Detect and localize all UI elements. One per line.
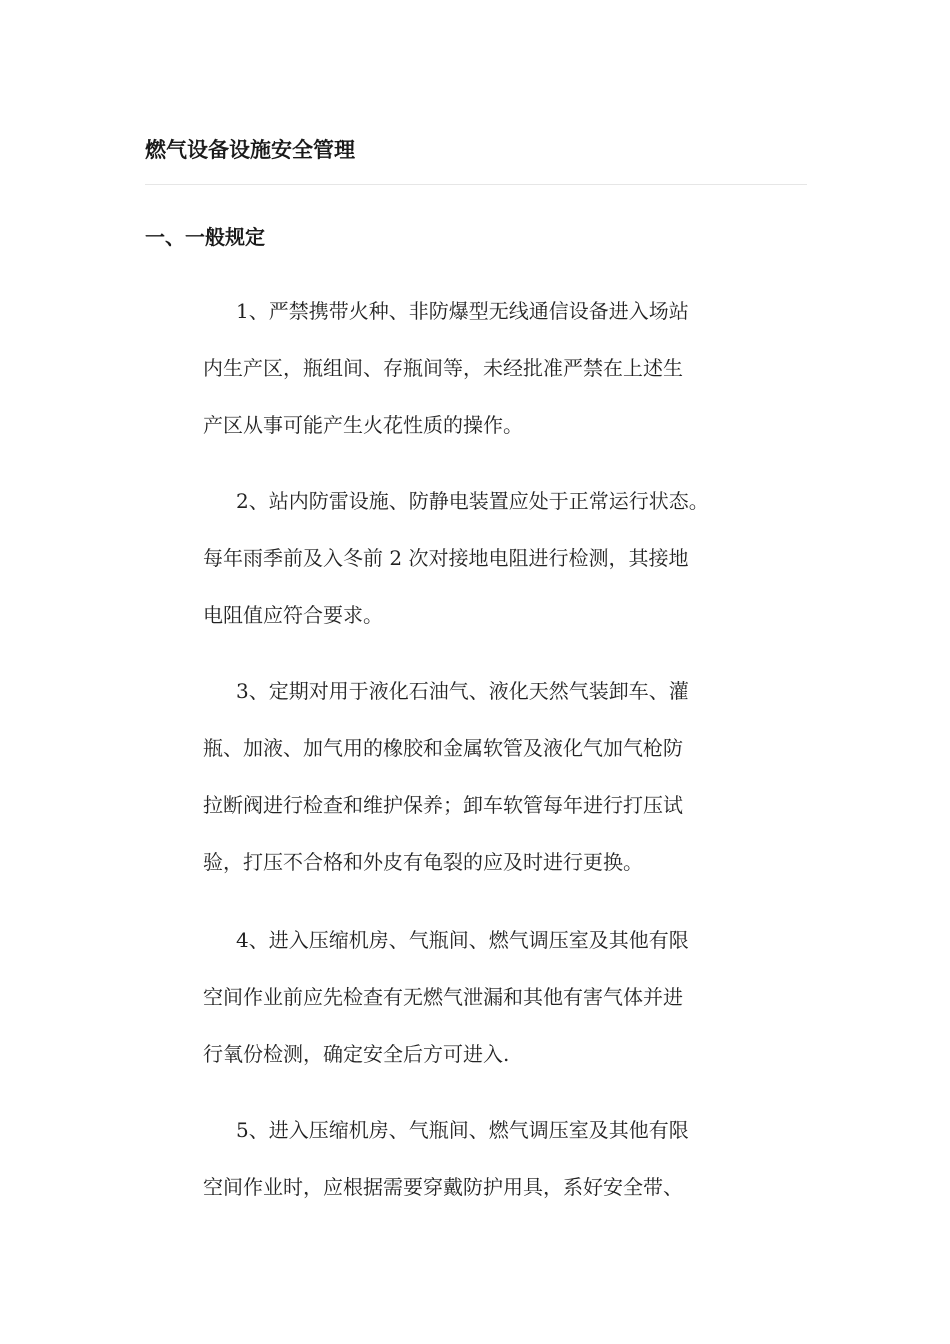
paragraph-3 bbox=[203, 663, 763, 891]
paragraph-line: 4、进入压缩机房、气瓶间、燃气调压室及其他有限 bbox=[236, 928, 689, 952]
paragraph-line: 空间作业前应先检查有无燃气泄漏和其他有害气体并进 bbox=[203, 985, 683, 1009]
paragraph-line: 验，打压不合格和外皮有龟裂的应及时进行更换。 bbox=[203, 850, 643, 874]
paragraph-line: 2、站内防雷设施、防静电装置应处于正常运行状态。 bbox=[236, 489, 709, 513]
section-heading: 一、一般规定 bbox=[145, 225, 265, 249]
paragraph-line: 每年雨季前及入冬前 2 次对接地电阻进行检测，其接地 bbox=[203, 546, 689, 570]
paragraph-line: 3、定期对用于液化石油气、液化天然气装卸车、灌 bbox=[236, 679, 689, 703]
paragraph-1 bbox=[203, 283, 763, 454]
paragraph-line: 1、严禁携带火种、非防爆型无线通信设备进入场站 bbox=[236, 299, 689, 323]
document-title: 燃气设备设施安全管理 bbox=[145, 138, 355, 162]
paragraph-5 bbox=[203, 1102, 763, 1216]
paragraph-line: 行氧份检测，确定安全后方可进入. bbox=[203, 1042, 510, 1066]
paragraph-line: 产区从事可能产生火花性质的操作。 bbox=[203, 413, 523, 437]
paragraph-line: 瓶、加液、加气用的橡胶和金属软管及液化气加气枪防 bbox=[203, 736, 683, 760]
title-divider bbox=[145, 184, 807, 185]
paragraph-line: 空间作业时，应根据需要穿戴防护用具，系好安全带、 bbox=[203, 1175, 683, 1199]
paragraph-4 bbox=[203, 912, 763, 1083]
paragraph-line: 5、进入压缩机房、气瓶间、燃气调压室及其他有限 bbox=[236, 1118, 689, 1142]
paragraph-line: 拉断阀进行检查和维护保养；卸车软管每年进行打压试 bbox=[203, 793, 683, 817]
paragraph-line: 电阻值应符合要求。 bbox=[203, 603, 383, 627]
paragraph-2 bbox=[203, 473, 763, 644]
paragraph-line: 内生产区，瓶组间、存瓶间等，未经批准严禁在上述生 bbox=[203, 356, 683, 380]
